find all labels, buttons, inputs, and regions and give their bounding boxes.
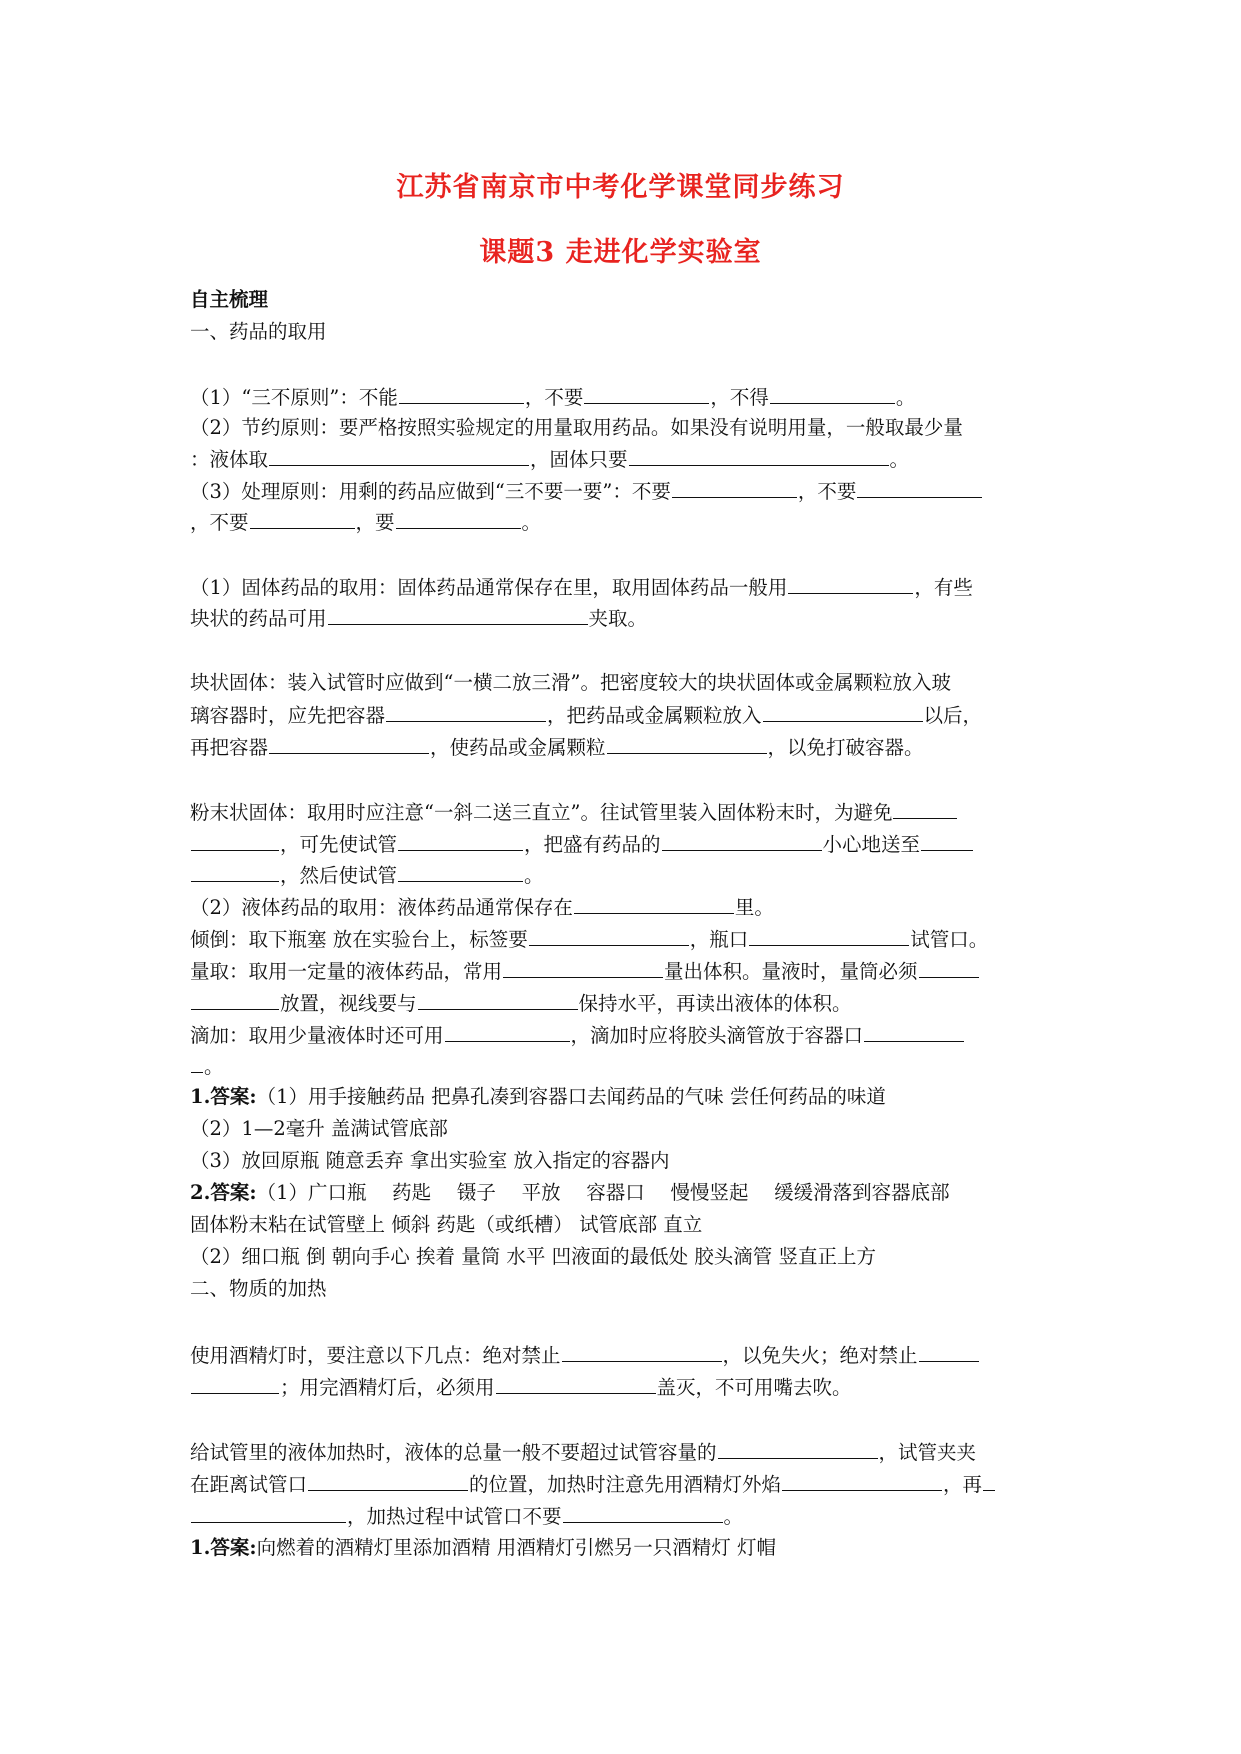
fill-blank [749,925,909,946]
paragraph-line: 再把容器 ，使药品或金属颗粒 ，以免打破容器。 [190,733,1060,762]
paragraph-line: 粉末状固体：取用时应注意“一斜二送三直立”。往试管里装入固体粉末时，为避免 [190,798,1060,827]
fill-blank [503,957,663,978]
paragraph-line: 使用酒精灯时，要注意以下几点：绝对禁止 ，以免失火；绝对禁止 [190,1341,1060,1370]
fill-blank [418,989,578,1010]
fill-blank [191,861,279,882]
fill-blank [629,445,889,466]
paragraph-line: 滴加：取用少量液体时还可用 ，滴加时应将胶头滴管放于容器口 [190,1021,1060,1050]
fill-blank [250,508,355,529]
paragraph-line: （3）处理原则：用剩的药品应做到“三不要一要”：不要 ，不要 [190,477,1060,506]
paragraph-line: ，加热过程中试管口不要 。 [190,1502,1060,1531]
fill-blank [563,1502,723,1523]
fill-blank [191,989,279,1010]
answer-line: 固体粉末粘在试管壁上 倾斜 药匙（或纸槽） 试管底部 直立 [190,1213,703,1236]
fill-blank [864,1021,964,1042]
paragraph-line: ，不要 ，要 。 [190,508,1060,537]
fill-blank [574,893,734,914]
paragraph-line: 。 [190,1052,1060,1081]
section-heading: 自主梳理 [190,288,269,311]
fill-blank [919,1341,979,1362]
document-title: 江苏省南京市中考化学课堂同步练习 [396,172,845,203]
paragraph-line: （2）液体药品的取用：液体药品通常保存在 里。 [190,893,1060,922]
paragraph-line: 量取：取用一定量的液体药品，常用 量出体积。量液时，量筒必须 [190,957,1060,986]
paragraph-line: 璃容器时，应先把容器 ，把药品或金属颗粒放入 以后， [190,701,1060,730]
paragraph-line: （2）节约原则：要严格按照实验规定的用量取用药品。如果没有说明用量，一般取最少量 [190,416,963,439]
fill-blank [607,733,767,754]
fill-blank [191,830,279,851]
fill-blank [445,1021,570,1042]
answer-line: （3）放回原瓶 随意丢弃 拿出实验室 放入指定的容器内 [190,1149,670,1172]
paragraph-line: ：液体取 ，固体只要 。 [190,445,1060,474]
answer-line: 2.答案:（1）广口瓶 药匙 镊子 平放 容器口 慢慢竖起 缓缓滑落到容器底部 [190,1181,950,1204]
paragraph-line: 块状的药品可用 夹取。 [190,604,1060,633]
section-title-1: 一、药品的取用 [190,320,327,343]
fill-blank [584,383,709,404]
fill-blank [983,1470,995,1491]
document-subtitle: 课题3 走进化学实验室 [479,237,762,268]
fill-blank [788,573,913,594]
paragraph-line: ；用完酒精灯后，必须用 盖灭，不可用嘴去吹。 [190,1373,1060,1402]
paragraph-line: 块状固体：装入试管时应做到“一横二放三滑”。把密度较大的块状固体或金属颗粒放入玻 [190,671,951,694]
answer-line: 1.答案:（1）用手接触药品 把鼻孔凑到容器口去闻药品的气味 尝任何药品的味道 [190,1085,886,1108]
fill-blank [857,477,982,498]
fill-blank [191,1502,346,1523]
fill-blank [386,701,546,722]
fill-blank [763,701,923,722]
answer-line: 1.答案:向燃着的酒精灯里添加酒精 用酒精灯引燃另一只酒精灯 灯帽 [190,1536,776,1559]
paragraph-line: 倾倒：取下瓶塞 放在实验台上，标签要 ，瓶口 试管口。 [190,925,1060,954]
fill-blank [529,925,689,946]
fill-blank [672,477,797,498]
fill-blank [496,1373,656,1394]
fill-blank [718,1438,878,1459]
answer-label: 2.答案: [190,1181,257,1204]
fill-blank [893,798,957,819]
fill-blank [398,830,523,851]
paragraph-line: 给试管里的液体加热时，液体的总量一般不要超过试管容量的 ，试管夹夹 [190,1438,1060,1467]
paragraph-line: （1）固体药品的取用：固体药品通常保存在里，取用固体药品一般用 ，有些 [190,573,1060,602]
paragraph-line: （1）“三不原则”：不能 ，不要 ，不得 。 [190,383,1060,412]
fill-blank [398,861,523,882]
fill-blank [308,1470,468,1491]
paragraph-line: ，可先使试管 ，把盛有药品的 小心地送至 [190,830,1060,859]
fill-blank [921,830,973,851]
fill-blank [399,383,524,404]
fill-blank [919,957,979,978]
answer-line: （2）细口瓶 倒 朝向手心 挨着 量筒 水平 凹液面的最低处 胶头滴管 竖直正上方 [190,1245,876,1268]
fill-blank [269,445,529,466]
fill-blank [396,508,521,529]
answer-line: （2）1—2毫升 盖满试管底部 [190,1117,448,1140]
paragraph-line: 在距离试管口 的位置，加热时注意先用酒精灯外焰 ，再 [190,1470,1060,1499]
fill-blank [269,733,429,754]
paragraph-line: ，然后使试管 。 [190,861,1060,890]
fill-blank [662,830,822,851]
fill-blank [782,1470,942,1491]
answer-label: 1.答案: [190,1085,257,1108]
fill-blank [191,1373,279,1394]
fill-blank [328,604,588,625]
fill-blank [562,1341,722,1362]
paragraph-line: 放置，视线要与 保持水平，再读出液体的体积。 [190,989,1060,1018]
fill-blank [770,383,895,404]
section-title-2: 二、物质的加热 [190,1277,327,1300]
fill-blank [191,1052,203,1073]
answer-label: 1.答案: [190,1536,257,1559]
